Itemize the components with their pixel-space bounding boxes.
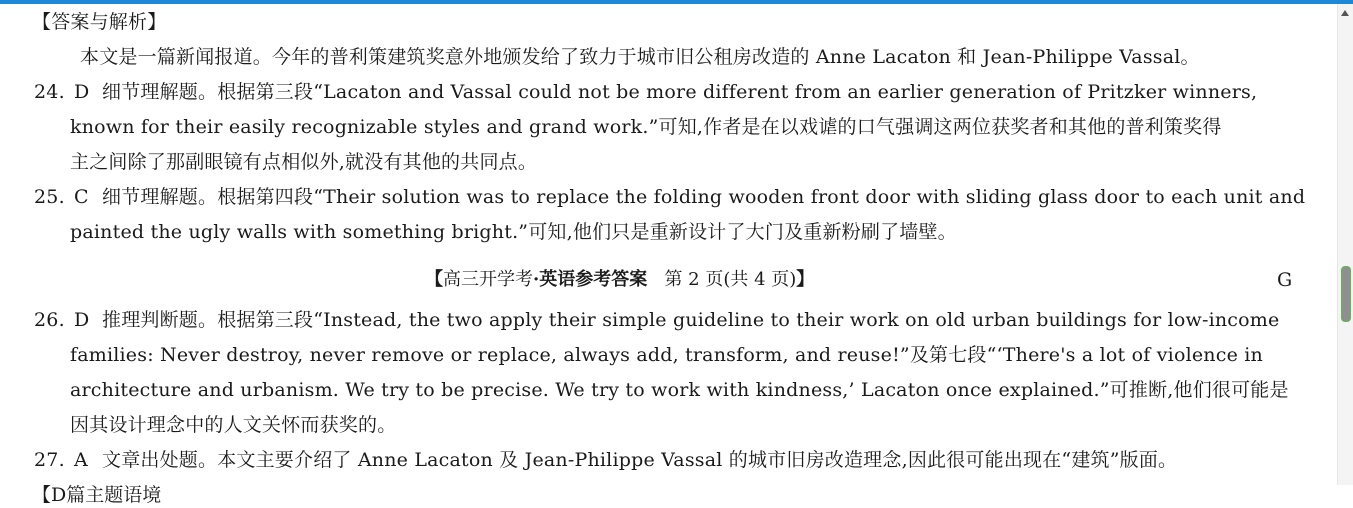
question-24-first-line (34, 79, 1294, 105)
page-footer (0, 267, 1338, 293)
footer-bracket-close: 】 (796, 269, 815, 290)
question-answer: D (74, 81, 90, 103)
question-26-line-3: architecture and urbanism. We try to be precise. We try to work with kindness,’ Lacaton once explained.”可推断,他们很可能是 (70, 379, 1289, 401)
question-25-line-2: painted the ugly walls with something bright.”可知,他们只是重新设计了大门及重新粉刷了墙壁。 (70, 221, 957, 243)
scroll-up-arrow-icon[interactable] (1341, 10, 1349, 16)
question-number: 24. (34, 81, 65, 103)
footer-title (425, 267, 814, 293)
vertical-scrollbar[interactable] (1337, 4, 1353, 485)
footer-version-letter: G (1277, 269, 1293, 291)
question-27-first-line (34, 447, 1294, 473)
footer-subject: 英语参考答案 (539, 269, 648, 290)
question-answer: A (74, 449, 88, 471)
question-26-first-line (34, 307, 1294, 333)
question-number: 25. (34, 186, 65, 208)
question-answer: C (74, 186, 89, 208)
question-answer: D (74, 309, 90, 331)
question-number: 26. (34, 309, 65, 331)
footer-page-number: 第 2 页(共 4 页) (664, 269, 797, 290)
question-text: 推理判断题。根据第三段“Instead, the two apply their simple guideline to their work on old urban buildings for low-income (102, 309, 1280, 331)
footer-dot: · (533, 269, 540, 290)
cut-off-next-heading: 【D篇主题语境 (32, 484, 162, 506)
question-26-line-4: 因其设计理念中的人文关怀而获奖的。 (70, 414, 397, 436)
footer-bracket-open: 【 (425, 269, 443, 290)
question-text: 文章出处题。本文主要介绍了 Anne Lacaton 及 Jean-Philippe Vassal 的城市旧房改造理念,因此很可能出现在“建筑”版面。 (102, 449, 1178, 471)
question-24-line-2: known for their easily recognizable styles and grand work.”可知,作者是在以戏谑的口气强调这两位获奖者和其他的普利策奖得 (70, 116, 1222, 138)
question-text: 细节理解题。根据第三段“Lacaton and Vassal could not be more different from an earlier generation of Pritzker winners, (102, 81, 1258, 103)
footer-exam: 高三开学考 (443, 269, 533, 290)
scrollbar-thumb[interactable] (1341, 266, 1351, 322)
question-26-line-2: families: Never destroy, never remove or replace, always add, transform, and reuse!”及第七段“‘There's a lot of violence in (70, 344, 1263, 366)
question-number: 27. (34, 449, 65, 471)
intro-paragraph: 本文是一篇新闻报道。今年的普利策建筑奖意外地颁发给了致力于城市旧公租房改造的 Anne Lacaton 和 Jean-Philippe Vassal。 (80, 46, 1200, 68)
question-24-line-3: 主之间除了那副眼镜有点相似外,就没有其他的共同点。 (70, 151, 538, 173)
document-page (0, 4, 1338, 506)
question-25-first-line (34, 184, 1306, 210)
question-text: 细节理解题。根据第四段“Their solution was to replace the folding wooden front door with sliding glass door to each unit and (102, 186, 1306, 208)
section-heading: 【答案与解析】 (32, 11, 167, 33)
